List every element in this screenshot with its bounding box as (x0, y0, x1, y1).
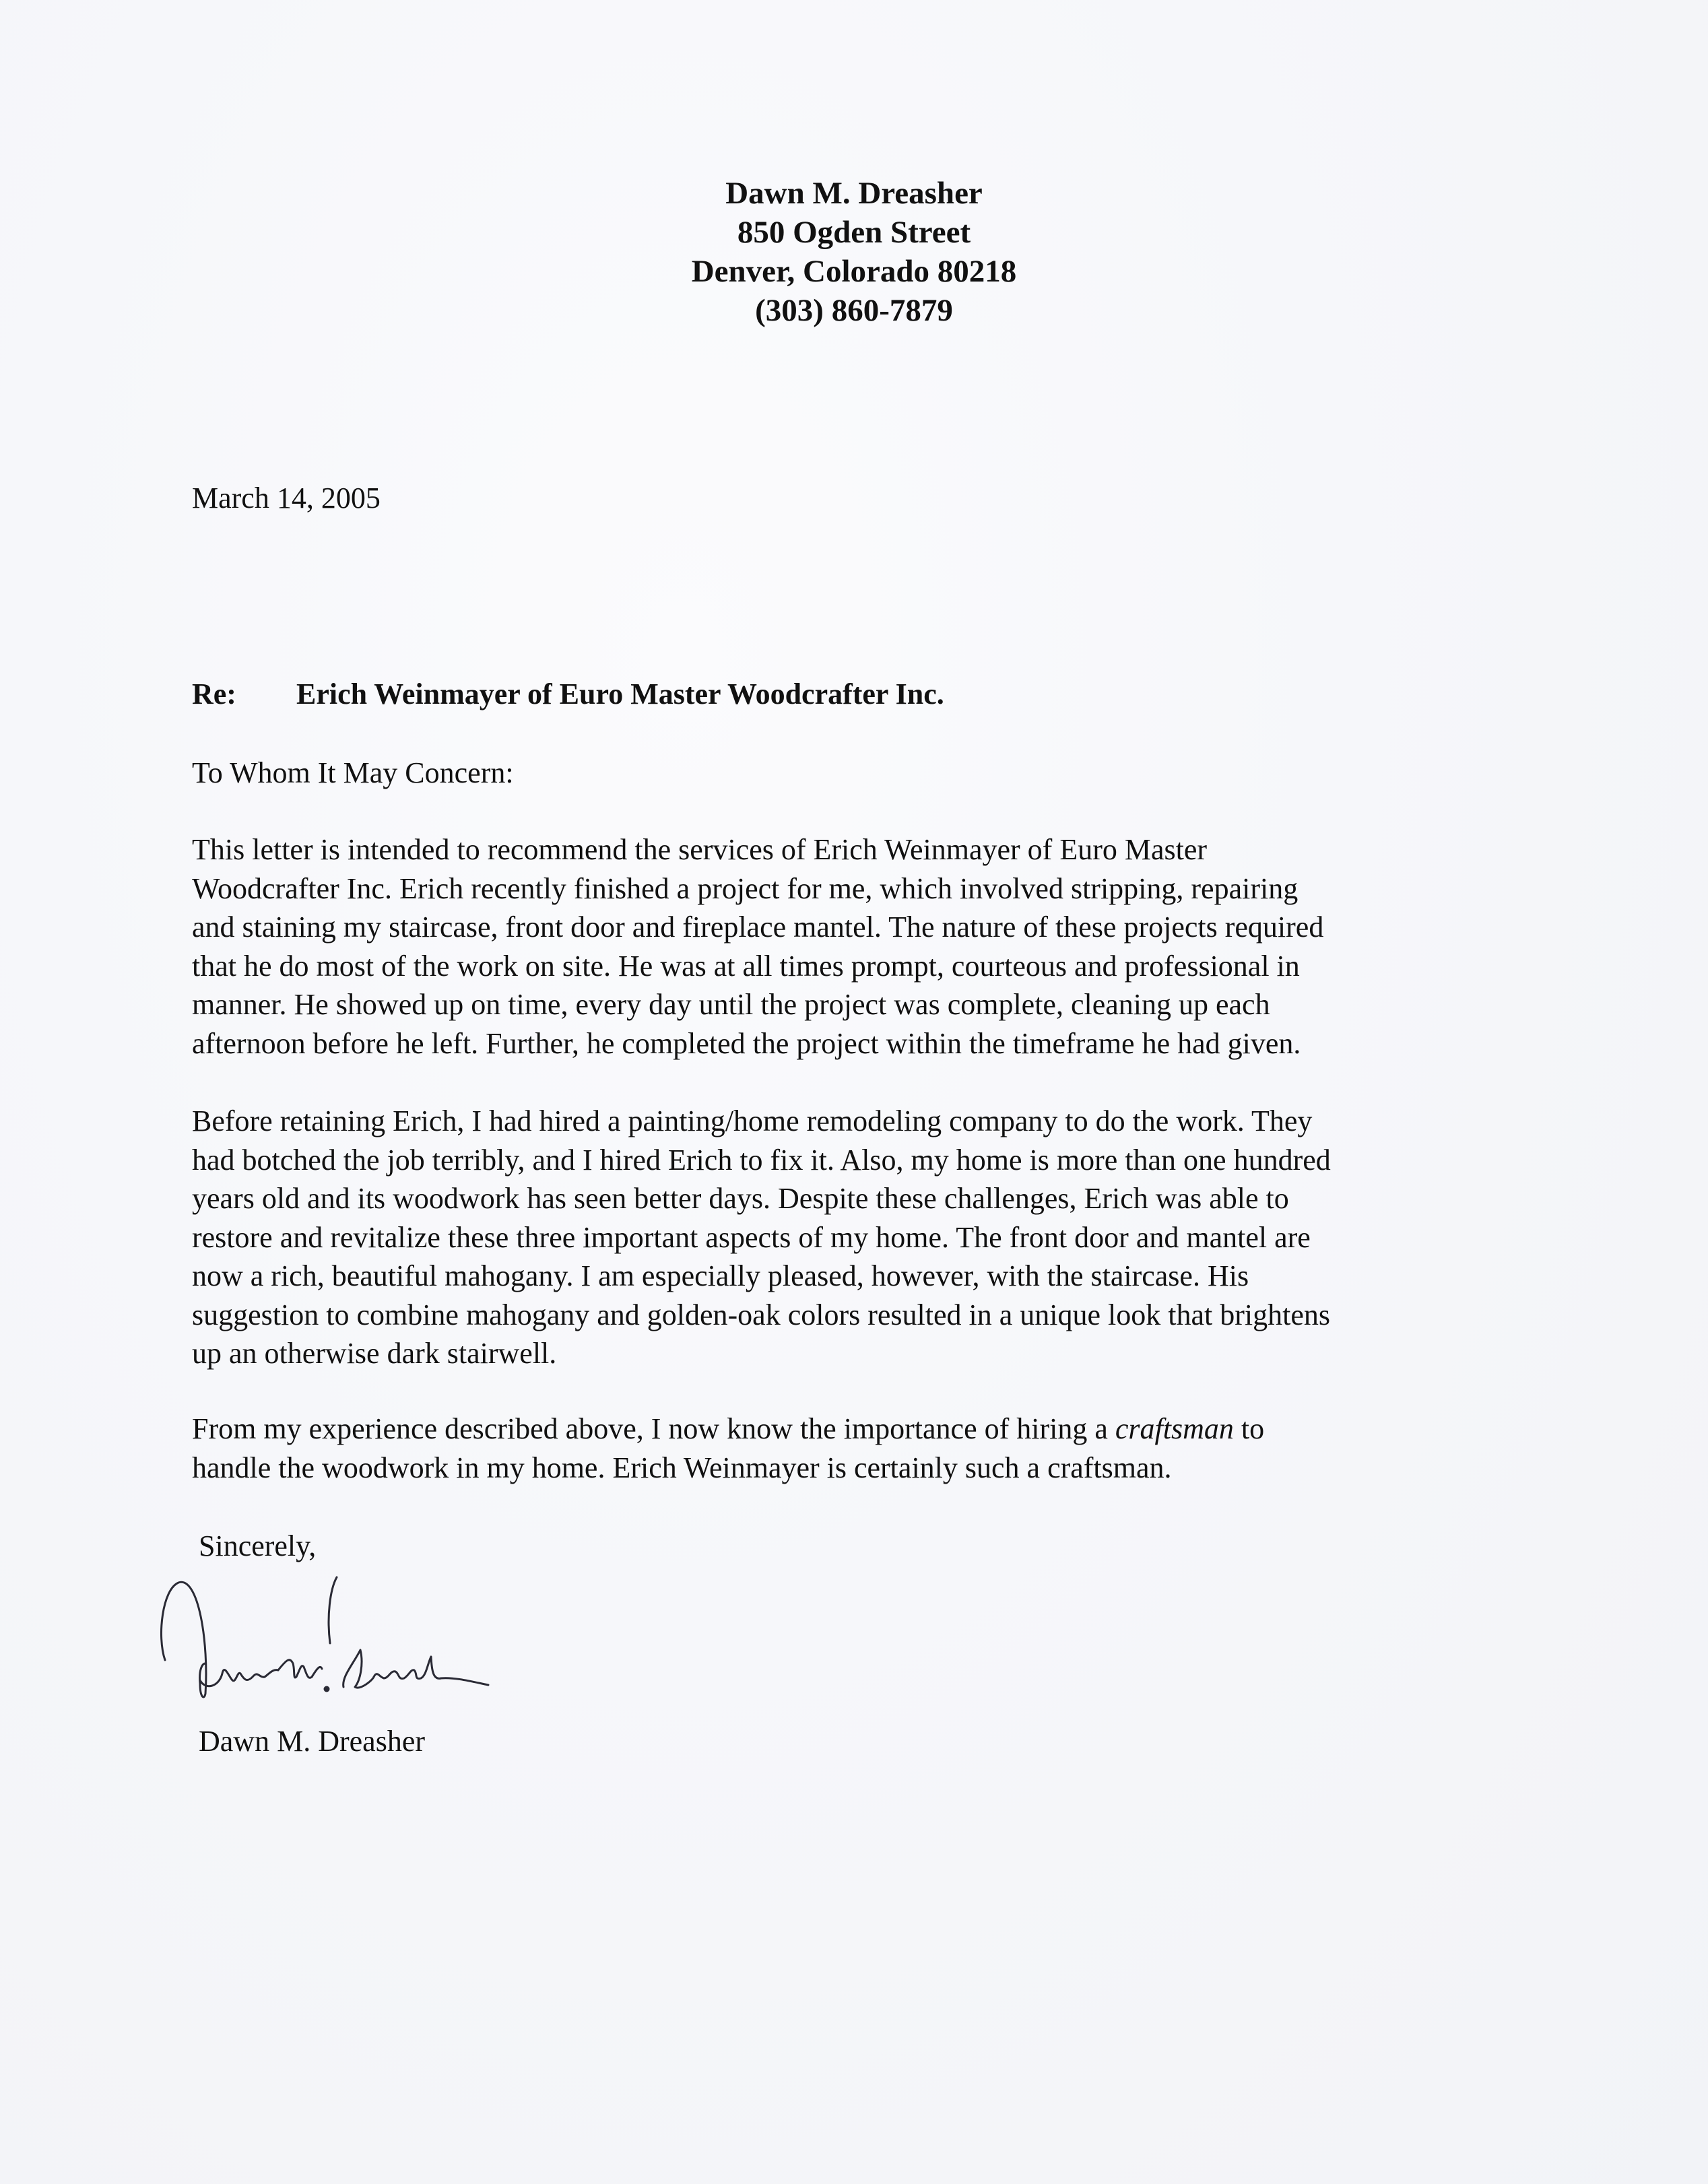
body-paragraph-3 (192, 1410, 1532, 1487)
paragraph-line: manner. He showed up on time, every day until the project was complete, cleaning up each (192, 988, 1270, 1021)
paragraph-line: restore and revitalize these three important aspects of my home. The front door and mantel are (192, 1220, 1311, 1254)
paragraph-line: suggestion to combine mahogany and golden-oak colors resulted in a unique look that brightens (192, 1298, 1330, 1331)
signer-name: Dawn M. Dreasher (199, 1725, 425, 1758)
paragraph-line: had botched the job terribly, and I hired Erich to fix it. Also, my home is more than one hundred (192, 1143, 1331, 1177)
paragraph-line: up an otherwise dark stairwell. (192, 1337, 557, 1370)
paragraph-line: Before retaining Erich, I had hired a painting/home remodeling company to do the work. They (192, 1104, 1313, 1137)
paragraph-line (192, 1410, 1532, 1449)
letterhead-phone: (303) 860-7879 (755, 293, 953, 328)
letterhead-city: Denver, Colorado 80218 (691, 254, 1017, 289)
subject-label: Re: (192, 677, 236, 710)
paragraph-line: years old and its woodwork has seen better days. Despite these challenges, Erich was able to (192, 1182, 1289, 1215)
signature-icon (158, 1562, 684, 1711)
letter-date: March 14, 2005 (192, 482, 381, 515)
body-paragraph-1 (192, 830, 1532, 1063)
subject-line (192, 675, 944, 713)
text-run: to (1233, 1412, 1265, 1445)
subject-text: Erich Weinmayer of Euro Master Woodcrafter Inc. (296, 677, 944, 710)
paragraph-line: handle the woodwork in my home. Erich Weinmayer is certainly such a craftsman. (192, 1451, 1172, 1484)
letterhead-street: 850 Ogden Street (737, 215, 971, 250)
body-paragraph-2 (192, 1102, 1532, 1373)
salutation: To Whom It May Concern: (192, 756, 514, 789)
paragraph-line: that he do most of the work on site. He was at all times prompt, courteous and professional in (192, 949, 1300, 983)
paragraph-line: This letter is intended to recommend the services of Erich Weinmayer of Euro Master (192, 833, 1208, 866)
paragraph-line: now a rich, beautiful mahogany. I am especially pleased, however, with the staircase. His (192, 1259, 1249, 1292)
text-run: From my experience described above, I now know the importance of hiring a (192, 1412, 1115, 1445)
emphasis-craftsman: craftsman (1115, 1412, 1234, 1445)
paragraph-line: and staining my staircase, front door and fireplace mantel. The nature of these projects required (192, 911, 1324, 944)
closing: Sincerely, (199, 1529, 317, 1562)
letterhead (0, 174, 1708, 330)
paragraph-line: afternoon before he left. Further, he completed the project within the timeframe he had given. (192, 1026, 1301, 1060)
paragraph-line: Woodcrafter Inc. Erich recently finished a project for me, which involved stripping, repairing (192, 871, 1299, 905)
letterhead-name: Dawn M. Dreasher (725, 176, 983, 211)
